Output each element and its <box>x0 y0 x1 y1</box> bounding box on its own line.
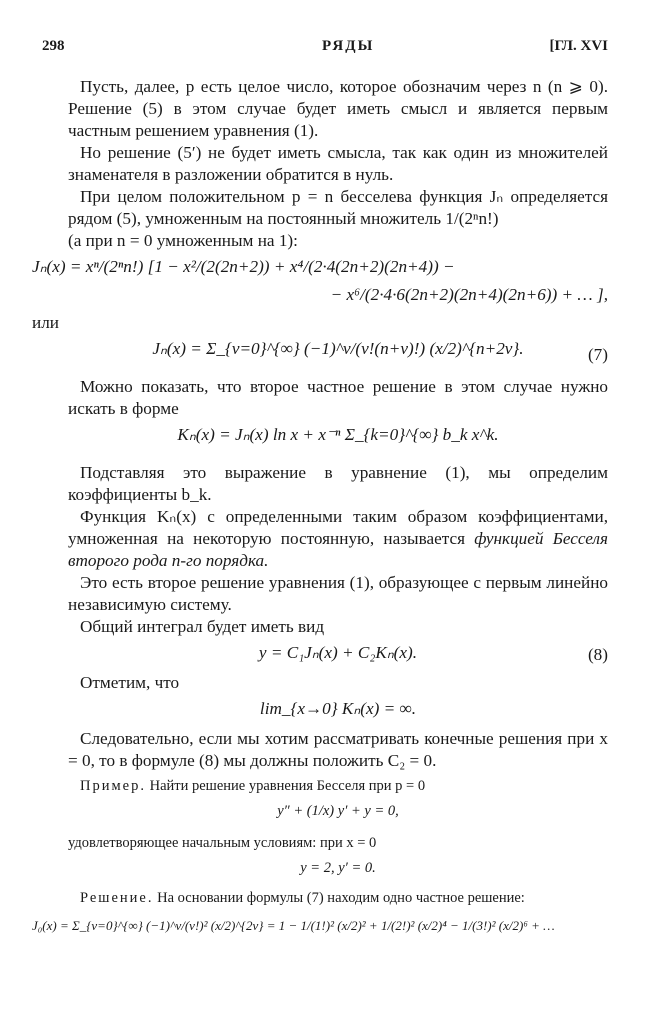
paragraph-3b: (а при n = 0 умноженным на 1): <box>68 231 298 250</box>
example-conditions: удовлетворяющее начальным условиям: при x = 0 <box>68 835 377 851</box>
paragraph-6-text: Функция Kₙ(x) с определенными таким образом коэффициентами, умноженная на некоторую постоянную, называется <box>68 507 608 548</box>
paragraph-9: Отметим, что <box>80 673 180 692</box>
equation-8: y = C₁Jₙ(x) + C₂Kₙ(x). (8) <box>258 643 608 664</box>
paragraph-6 <box>68 506 608 572</box>
solution <box>68 888 608 909</box>
equation-example: y″ + (1/x) y′ + y = 0, <box>277 803 399 819</box>
example <box>68 776 608 797</box>
paragraph-2: Но решение (5′) не будет иметь смысла, так как один из множителей знаменателя в разложении обратится в нуль. <box>68 143 608 184</box>
page-number: 298 <box>42 38 65 54</box>
chapter-label: [ГЛ. XVI <box>549 38 608 54</box>
word-or: или <box>32 313 59 332</box>
running-title: РЯДЫ <box>322 38 375 54</box>
equation-limit: lim_{x→0} Kₙ(x) = ∞. <box>259 699 417 718</box>
equation-conditions: y = 2, y′ = 0. <box>300 860 376 876</box>
paragraph-5: Подставляя это выражение в уравнение (1), мы определим коэффициенты b_k. <box>68 463 608 504</box>
example-text: Найти решение уравнения Бесселя при p = 0 <box>149 778 426 794</box>
solution-text: На основании формулы (7) находим одно частное решение: <box>157 890 525 906</box>
page-body <box>32 76 608 949</box>
equation-K: Kₙ(x) = Jₙ(x) ln x + x⁻ⁿ Σ_{k=0}^{∞} b_k x^k. <box>177 425 499 444</box>
equation-8-number: (8) <box>587 645 608 664</box>
paragraph-3: При целом положительном p = n бесселева функция Jₙ определяется рядом (5), умноженным на постоянный множитель 1/(2ⁿn!) <box>68 187 608 228</box>
paragraph-10: Следовательно, если мы хотим рассматривать конечные решения при x = 0, то в формуле (8) мы должны положить C₂ = 0. <box>68 729 608 770</box>
paragraph-8: Общий интеграл будет иметь вид <box>80 617 325 636</box>
equation-series-line1: Jₙ(x) = xⁿ/(2ⁿn!) [1 − x²/(2(2n+2)) + x⁴/(2·4(2n+2)(2n+4)) − <box>32 257 455 276</box>
term-bessel-second-kind: функцией Бесселя второго рода n-го порядка. <box>68 529 608 570</box>
paragraph-4: Можно показать, что второе частное решение в этом случае нужно искать в форме <box>68 377 608 418</box>
paragraph-1: Пусть, далее, p есть целое число, которое обозначим через n (n ⩾ 0). Решение (5) в этом случае будет иметь смысл и является первым частным решением уравнения (1). <box>68 77 608 140</box>
running-header <box>42 38 608 60</box>
paragraph-7: Это есть второе решение уравнения (1), образующее с первым линейно независимую систему. <box>68 573 608 614</box>
solution-label: Решение. <box>80 890 154 906</box>
equation-7-number: (7) <box>587 345 608 364</box>
equation-7: Jₙ(x) = Σ_{ν=0}^{∞} (−1)^ν/(ν!(n+ν)!) (x/2)^{n+2ν}. (7) <box>152 339 608 364</box>
example-label: Пример. <box>80 778 146 794</box>
equation-solution: J₀(x) = Σ_{ν=0}^{∞} (−1)^ν/(ν!)² (x/2)^{2ν} = 1 − 1/(1!)² (x/2)² + 1/(2!)² (x/2)⁴ − 1/(3!)² (x/2)⁶ + … <box>32 918 555 933</box>
equation-series-line2: − x⁶/(2·4·6(2n+2)(2n+4)(2n+6)) + … ], <box>330 285 608 304</box>
